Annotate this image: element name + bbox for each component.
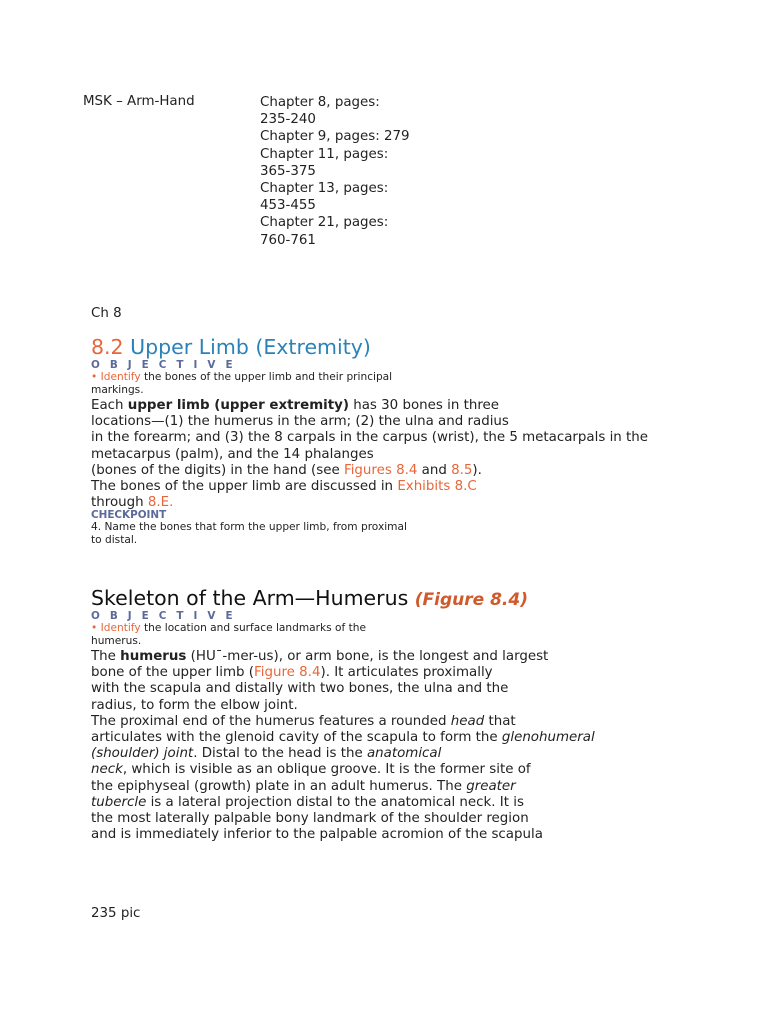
chapter-line: 453-455 (260, 198, 316, 214)
term-greater: greater (466, 778, 516, 794)
objective-verb: Identify (100, 622, 141, 634)
text: 4. Name the bones that form the upper limb, from proximal (91, 521, 407, 533)
text: in the forearm; and (3) the 8 carpals in the carpus (wrist), the 5 metacarpals in the (91, 430, 649, 446)
chapter-line: Chapter 9, pages: 279 (260, 129, 410, 145)
section-title: Upper Limb (Extremity) (130, 335, 371, 359)
checkpoint-label: CHECKPOINT (91, 509, 167, 521)
text: (HU¯-mer-us), or arm bone, is the longest and largest (186, 649, 549, 664)
chapter-line: 235-240 (260, 112, 316, 128)
chapter-line: 760-761 (260, 232, 316, 248)
paragraph-humerus (91, 649, 595, 843)
objective-label: O B J E C T I V E (91, 610, 236, 622)
chapter-line: Chapter 13, pages: (260, 181, 389, 197)
section-title: Skeleton of the Arm—Humerus (91, 586, 415, 610)
section-number: 8.2 (91, 335, 124, 359)
term-glenohumeral: glenohumeral (501, 730, 595, 746)
text: that (484, 713, 516, 729)
objective-text (91, 622, 366, 648)
figure-link[interactable]: 8.5 (451, 462, 473, 478)
objective-rest: the bones of the upper limb and their principal (140, 371, 393, 383)
chapter-line: Chapter 21, pages: (260, 215, 389, 231)
term-anatomical: anatomical (366, 746, 442, 762)
term-tubercle: tubercle (91, 794, 147, 810)
bullet: • (91, 622, 98, 634)
text: through (91, 495, 148, 511)
text: locations—(1) the humerus in the arm; (2) the ulna and radius (91, 414, 509, 430)
text: metacarpus (palm), and the 14 phalanges (91, 446, 374, 462)
chapter-list (260, 94, 410, 249)
term-shoulder-joint: (shoulder) joint (91, 746, 194, 762)
objective-rest-line2: markings. (91, 384, 144, 396)
text: has 30 bones in three (348, 398, 500, 413)
paragraph-upper-limb (91, 398, 648, 511)
objective-rest: the location and surface landmarks of the (140, 622, 366, 634)
topic-label: MSK – Arm-Hand (83, 94, 195, 109)
objective-verb: Identify (100, 371, 141, 383)
chapter-label: Ch 8 (91, 306, 122, 321)
text: and (417, 462, 452, 478)
figure-link[interactable]: (Figure 8.4) (414, 590, 528, 610)
section-heading-upper-limb (91, 335, 371, 359)
text: The (91, 649, 121, 664)
text: ). (472, 462, 482, 478)
text: ). It articulates proximally (320, 665, 493, 681)
bullet: • (91, 371, 98, 383)
term-upper-limb: upper limb (upper extremity) (127, 398, 349, 413)
section-heading-humerus (91, 586, 528, 612)
objective-rest-line2: humerus. (91, 635, 142, 647)
text: . Distal to the head is the (193, 746, 367, 762)
text: with the scapula and distally with two bones, the ulna and the (91, 681, 509, 697)
text: The proximal end of the humerus features a rounded (91, 713, 451, 729)
footer-label: 235 pic (91, 906, 141, 921)
text: the epiphyseal (growth) plate in an adult humerus. The (91, 778, 467, 794)
term-head: head (450, 713, 485, 729)
chapter-line: Chapter 11, pages: (260, 146, 389, 162)
text: articulates with the glenoid cavity of the scapula to form the (91, 730, 502, 746)
text: Each (91, 398, 128, 413)
objective-text (91, 371, 392, 397)
text: to distal. (91, 534, 138, 546)
objective-label: O B J E C T I V E (91, 359, 236, 371)
checkpoint-question (91, 521, 407, 547)
text: the most laterally palpable bony landmark of the shoulder region (91, 811, 529, 827)
text: (bones of the digits) in the hand (see (91, 462, 344, 478)
exhibit-link[interactable]: Exhibits 8.C (397, 479, 477, 495)
figure-link[interactable]: Figures 8.4 (343, 462, 418, 478)
text: radius, to form the elbow joint. (91, 697, 298, 713)
text: is a lateral projection distal to the anatomical neck. It is (146, 794, 524, 810)
figure-link[interactable]: Figure 8.4 (254, 665, 321, 681)
chapter-line: Chapter 8, pages: (260, 95, 380, 110)
exhibit-link[interactable]: 8.E. (147, 495, 174, 511)
chapter-line: 365-375 (260, 163, 316, 179)
term-neck: neck (91, 762, 123, 778)
text: bone of the upper limb ( (91, 665, 255, 681)
text: and is immediately inferior to the palpable acromion of the scapula (91, 827, 543, 843)
text: , which is visible as an oblique groove. It is the former site of (122, 762, 531, 778)
text: The bones of the upper limb are discussed in (91, 479, 398, 495)
term-humerus: humerus (120, 649, 187, 664)
